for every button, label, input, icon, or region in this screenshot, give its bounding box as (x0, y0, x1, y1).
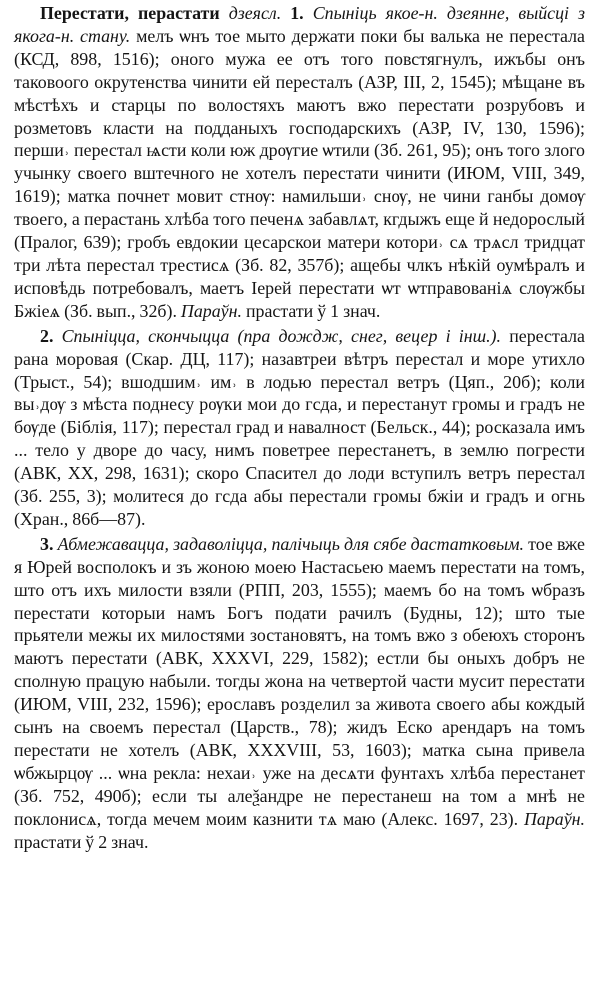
sense-3-cross-reference: прастати ў 2 знач. (14, 831, 149, 852)
sense-1-cross-label: Параўн. (180, 300, 242, 321)
sense-1-citations: мелъ ѡнъ тое мыто держати поки бы валька не перестала (КСД, 898, 1516); оного мужа ее отъ того повстягнулъ, ижъбы онъ таковоого окрутенства чинити ей пересталъ (АЗР, III, 2, 1545); мѣщане въ мѣстѣхъ и старцы по волостяхъ маютъ вжо перестати розрубовъ и розметовъ класти на подданыхъ господарскихъ (АЗР, IV, 130, 1596); перши˒ перестал ѩсти коли юж дрѹгие ѡтили (Зб. 261, 95); онъ того злого учынку своего вштечного не хотелъ перестати чинити (ИЮМ, VIII, 349, 1619); матка почнет мовит стнѹ: намильши˒ снѹ, не чини ганбы домѹ твоего, а перастань хлѣба того печенѧ забавлѧт, кгдыжъ еще й недорослый (Пралог, 639); гробъ евдокии цесарскои матери котори˒ сѧ трѧсл тридцат три лѣта перестал трестисѧ (Зб. 82, 357б); ащебы члкъ нѣкій оумѣралъ и исповѣдь потребовалъ, маетъ Іерей перестати ѡт ѡтправованіѧ слѹжбы Бжіеѧ (Зб. вып., 32б). (14, 25, 585, 321)
headword: Перестати, перастати (40, 3, 220, 23)
sense-1-cross-reference: прастати ў 1 знач. (245, 300, 381, 321)
part-of-speech: дзеясл. (228, 3, 282, 23)
sense-3-citations: тое вже я Юрей восполокъ и зъ жоною моею Настасьею маемъ перестати на томъ, што отъ ихъ милости взяли (РПП, 203, 1555); маемъ бо на томъ ѡбразъ перестати которыи намъ Богъ подати рачилъ (Будны, 12); што тые прьятели межы их милостями зостановятъ, на томъ вжо з обеюхъ сторонъ маютъ перестати (АВК, XXXVI, 229, 1582); естли бы оныхъ добръ не сполную працую набыли. тогды жона на четвертой части мусит перестати (ИЮМ, VIII, 232, 1596); ерославъ розделил за живота своего абы кождый сынъ на своемъ перестал (Царств., 78); жидъ Еско арендаръ на томъ перестати не хотелъ (АВК, XXXVIII, 53, 1603); матка сына привела ѡбжырцѹ ... ѡна рекла: нехаи˒ уже на десѧти фунтахъ хлѣба перестанет (Зб. 752, 490б); если ты алеѯандре не перестанеш на том а мнѣ не поклонисѧ, тогда мечем моим казнити тѧ маю (Алекс. 1697, 23). (14, 533, 585, 829)
sense-1-number: 1. (290, 3, 304, 23)
sense-2-paragraph (14, 325, 585, 531)
sense-3-cross-label: Параўн. (523, 808, 585, 829)
dictionary-entry (14, 2, 585, 854)
sense-3-paragraph (14, 533, 585, 854)
sense-3-number: 3. (40, 533, 54, 554)
sense-1-paragraph (14, 2, 585, 323)
sense-2-citations: перестала рана моровая (Скар. ДЦ, 117); назавтреи вѣтръ перестал и море утихло (Трыст., 54); вшодшим˒ им˒ в лодью перестал ветръ (Цяп., 20б); коли вы˒дѹ з мѣста поднесу рѹки мои до гсда, и перестанут громы и градъ не бѹде (Біблія, 117); перестал град и навалност (Бельск., 44); росказала имъ ... тело у дворе до часу, нимъ поветрее перестанетъ, в землю погрести (АВК, XX, 298, 1631); скоро Спасител до лоди вступилъ ветръ перестал (Зб. 255, 3); молитеся до гсда абы перестали громы бжіи и градъ и огнь (Хран., 86б—87). (14, 325, 585, 529)
sense-3-definition: Абмежавацца, задаволіцца, палічыць для сябе дастатковым. (57, 533, 525, 554)
sense-2-number: 2. (40, 325, 54, 346)
sense-2-definition: Спыніцца, скончыцца (пра дождж, снег, вецер і інш.). (61, 325, 501, 346)
sense-1-definition: Спыніць якое-н. дзеянне, выйсці з якога-н. стану. (14, 3, 585, 46)
